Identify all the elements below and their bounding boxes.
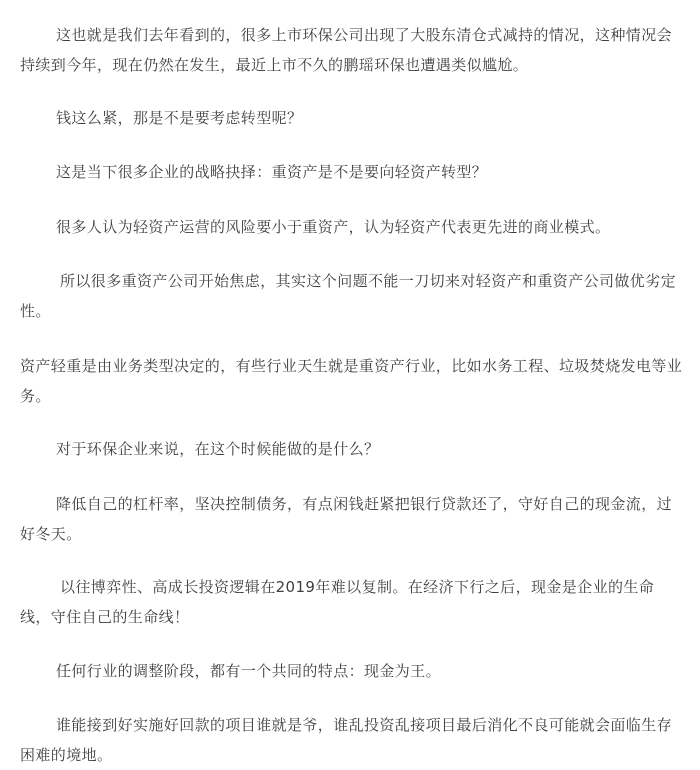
paragraph-6: 资产轻重是由业务类型决定的，有些行业天生就是重资产行业，比如水务工程、垃圾焚烧发电等业务。 [20,357,683,405]
paragraph-5: 所以很多重资产公司开始焦虑，其实这个问题不能一刀切来对轻资产和重资产公司做优劣定性。 [20,272,677,320]
paragraph-4: 很多人认为轻资产运营的风险要小于重资产，认为轻资产代表更先进的商业模式。 [56,218,611,236]
paragraph-9: 以往博弈性、高成长投资逻辑在2019年难以复制。在经济下行之后，现金是企业的生命线，守住自己的生命线！ [20,578,655,626]
paragraph-7: 对于环保企业来说，在这个时候能做的是什么？ [56,440,380,458]
paragraph-2: 钱这么紧，那是不是要考虑转型呢？ [56,109,303,127]
paragraph-11: 谁能接到好实施好回款的项目谁就是爷，谁乱投资乱接项目最后消化不良可能就会面临生存困难的境地。 [20,716,673,764]
paragraph-3: 这是当下很多企业的战略抉择：重资产是不是要向轻资产转型？ [56,163,488,181]
paragraph-1: 这也就是我们去年看到的，很多上市环保公司出现了大股东清仓式减持的情况，这种情况会持续到今年，现在仍然在发生，最近上市不久的鹏瑶环保也遭遇类似尴尬。 [20,26,673,74]
paragraph-10: 任何行业的调整阶段，都有一个共同的特点：现金为王。 [56,662,442,680]
paragraph-8: 降低自己的杠杆率，坚决控制债务，有点闲钱赶紧把银行贷款还了，守好自己的现金流，过好冬天。 [20,495,673,543]
